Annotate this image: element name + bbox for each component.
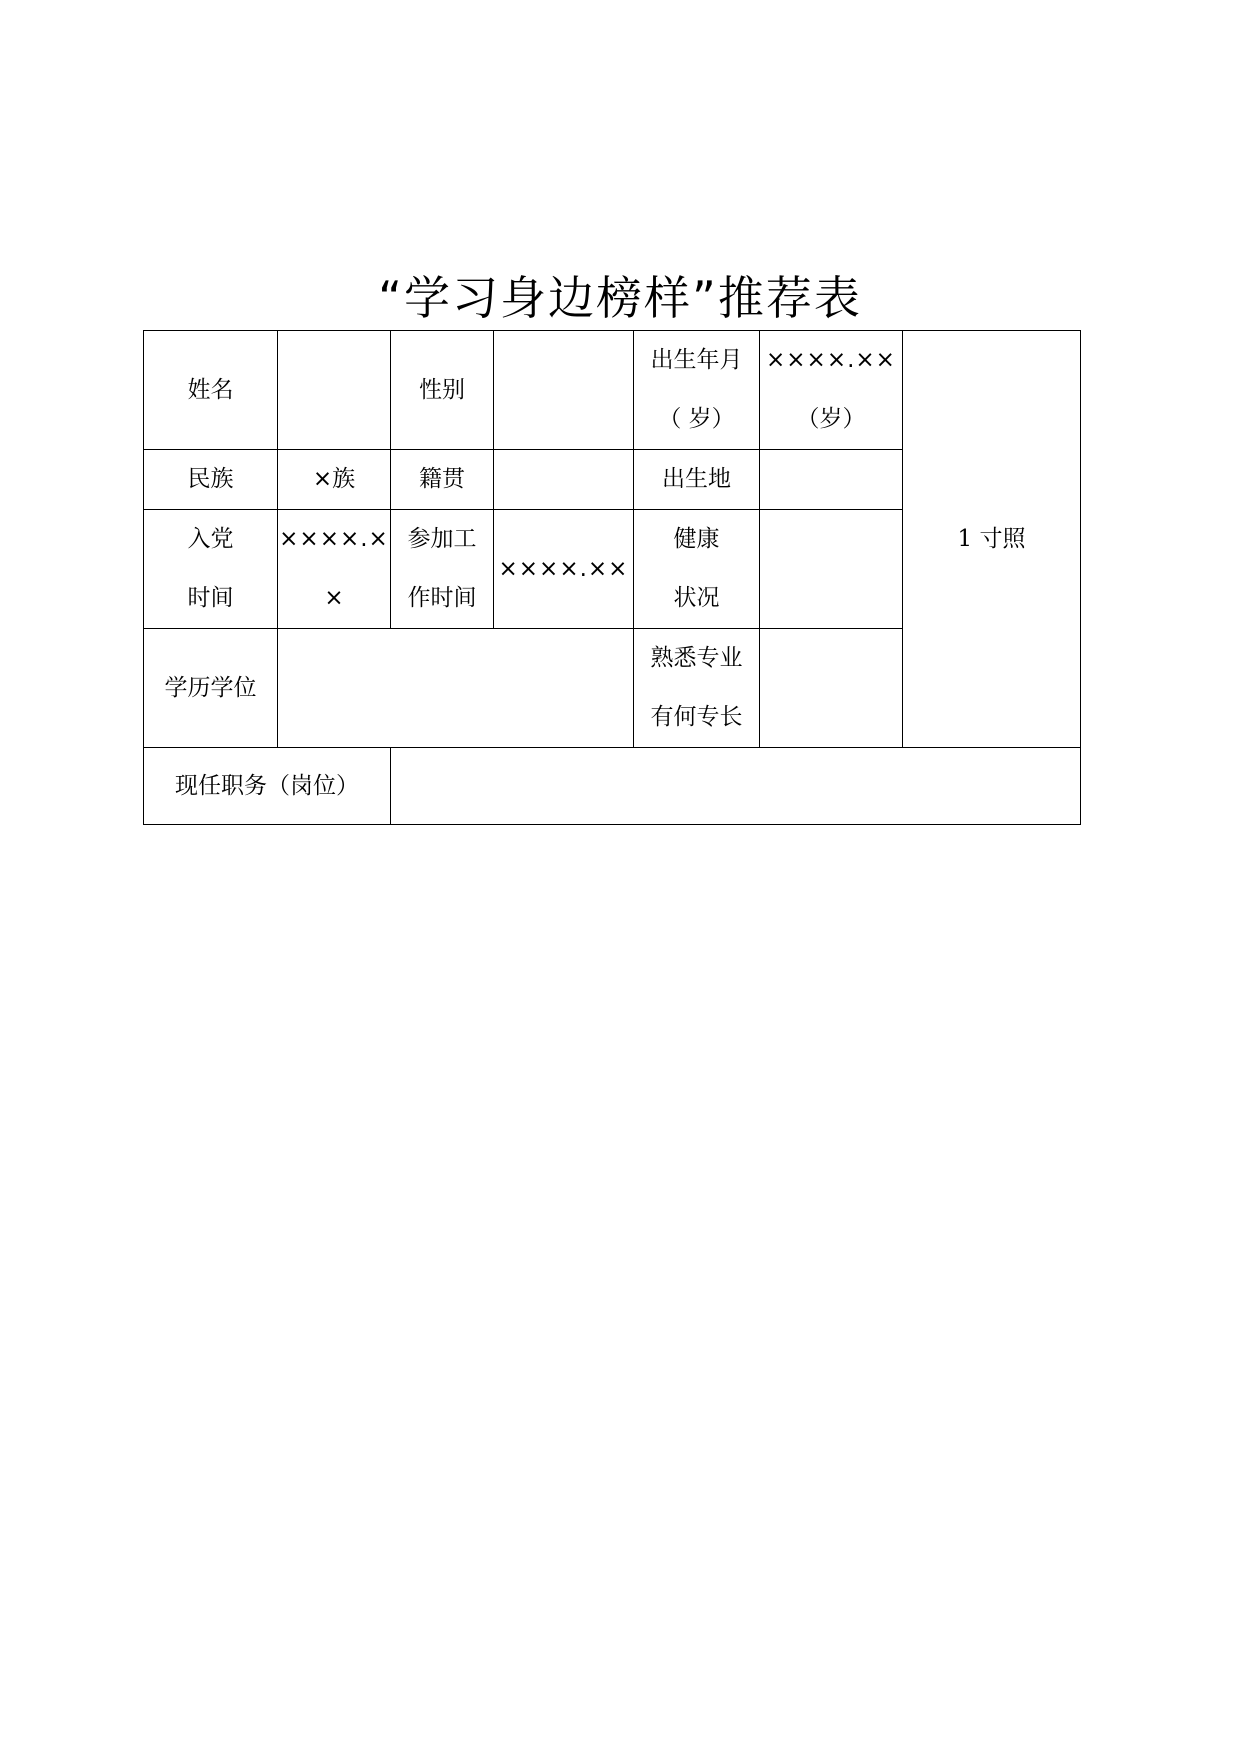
party-join-value-cell[interactable] [278,510,391,629]
gender-label: 性别 [419,376,465,403]
specialty-label-line2: 有何专长 [650,704,743,730]
ethnicity-value: ×族 [312,466,356,492]
birth-label-line1: 出生年月 [650,347,743,373]
recommendation-form-table [143,330,1081,825]
party-join-value-line2: × [324,585,344,611]
position-value-cell[interactable] [391,748,1081,825]
education-label: 学历学位 [164,674,257,701]
education-label-cell [144,629,278,748]
birthplace-value-cell[interactable] [760,450,903,510]
party-join-label-cell [144,510,278,629]
photo-cell[interactable] [903,331,1081,748]
name-value-cell[interactable] [278,331,391,450]
ethnicity-value-cell[interactable] [278,450,391,510]
party-join-label-line2: 时间 [187,585,234,611]
health-label-line2: 状况 [673,585,720,611]
work-start-value-cell[interactable] [494,510,634,629]
specialty-value-cell[interactable] [760,629,903,748]
gender-value-cell[interactable] [494,331,634,450]
birth-label-cell [634,331,760,450]
position-label-cell [144,748,391,825]
health-value-cell[interactable] [760,510,903,629]
education-value-cell[interactable] [278,629,634,748]
native-place-label: 籍贯 [419,466,465,492]
native-place-label-cell [391,450,494,510]
specialty-label-line1: 熟悉专业 [650,645,743,671]
page-title: “学习身边榜样”推荐表 [378,271,862,325]
name-label: 姓名 [187,376,234,403]
photo-placeholder: 1 寸照 [957,525,1026,552]
work-start-label-cell [391,510,494,629]
birthplace-label: 出生地 [662,466,731,492]
gender-label-cell [391,331,494,450]
party-join-label-line1: 入党 [187,526,234,552]
work-start-label-line2: 作时间 [407,585,477,611]
health-label-line1: 健康 [673,526,720,552]
name-label-cell [144,331,278,450]
ethnicity-label-cell [144,450,278,510]
birthplace-label-cell [634,450,760,510]
work-start-label-line1: 参加工 [407,526,477,552]
health-label-cell [634,510,760,629]
birth-value-line1: ××××.×× [766,347,896,373]
position-label: 现任职务（岗位） [175,772,359,799]
birth-label-line2: （ 岁） [658,406,735,432]
birth-value-line2: （岁） [796,406,866,432]
birth-value-cell[interactable] [760,331,903,450]
ethnicity-label: 民族 [187,466,234,492]
work-start-value: ××××.×× [498,555,629,582]
party-join-value-line1: ××××.× [279,526,389,552]
specialty-label-cell [634,629,760,748]
native-place-value-cell[interactable] [494,450,634,510]
